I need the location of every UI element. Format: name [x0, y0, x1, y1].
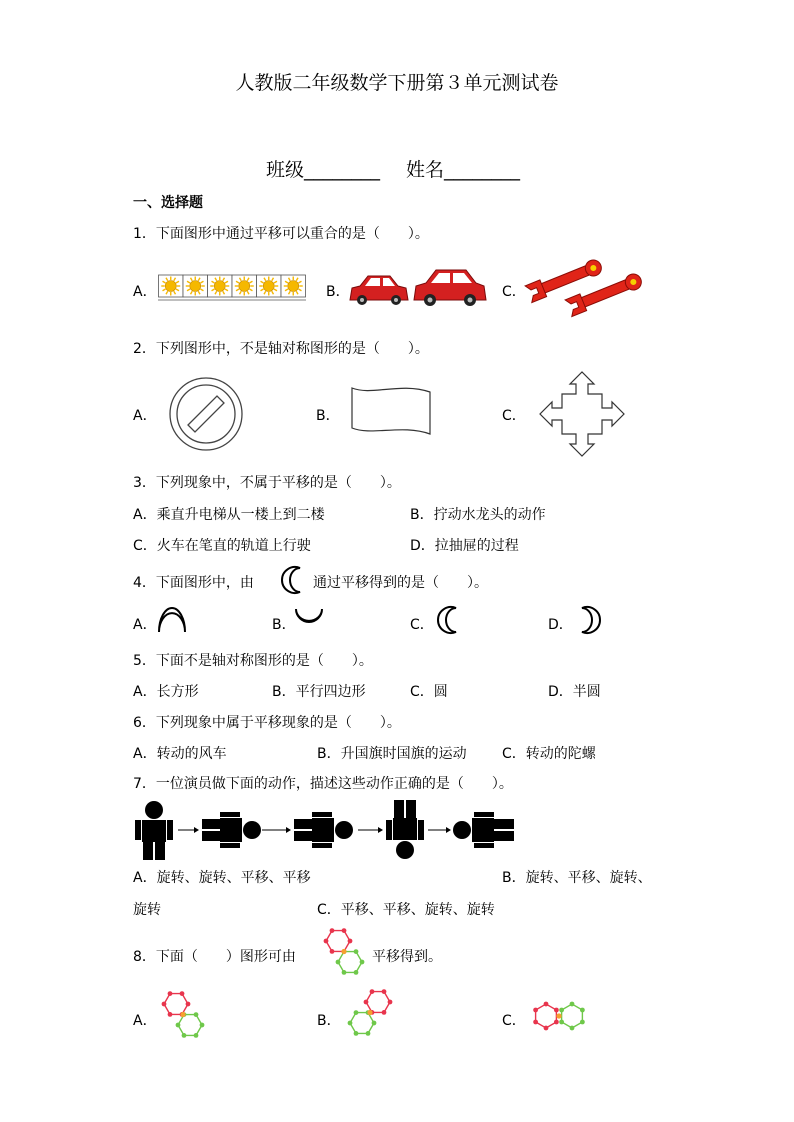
q5-option-d[interactable]: D．半圆 — [548, 684, 601, 700]
hexagon-icon — [533, 1002, 559, 1031]
q2-option-a[interactable]: A． — [133, 408, 157, 424]
q8-option-c[interactable]: C． — [502, 1013, 526, 1029]
hexagon-icon — [559, 1002, 585, 1031]
class-field[interactable]: 班级________ — [266, 159, 381, 181]
q3-option-d[interactable]: D．拉抽屉的过程 — [410, 538, 519, 554]
q4-option-d[interactable]: D． — [548, 617, 573, 633]
question-4-part2: 通过平移得到的是（ ）。 — [313, 575, 488, 591]
hexagon-icon — [324, 928, 353, 954]
sun-icon — [159, 275, 184, 297]
arrow-icon — [178, 827, 199, 833]
flag-shape-figure — [350, 384, 432, 438]
hexagon-icon — [162, 991, 191, 1017]
question-4-part1: 4．下面图形中，由 — [133, 575, 254, 591]
question-2: 2．下列图形中，不是轴对称图形的是（ ）。 — [133, 341, 429, 357]
sun-icon — [257, 275, 282, 297]
sun-icon — [281, 275, 306, 297]
hexagon-pair-option-a — [158, 988, 210, 1046]
q7-option-c[interactable]: C．平移、平移、旋转、旋转 — [317, 902, 495, 918]
q8-option-a[interactable]: A． — [133, 1013, 157, 1029]
page-title: 人教版二年级数学下册第３单元测试卷 — [235, 72, 559, 94]
question-5: 5．下面不是轴对称图形的是（ ）。 — [133, 653, 373, 669]
question-3: 3．下列现象中，不属于平移的是（ ）。 — [133, 475, 401, 491]
q8-option-b[interactable]: B． — [317, 1013, 341, 1029]
arch-up-icon — [156, 606, 188, 634]
sun-strip-figure — [158, 274, 308, 302]
q7-option-b[interactable]: B．旋转、平移、旋转、 — [502, 870, 652, 886]
q4-option-a[interactable]: A． — [133, 617, 157, 633]
sun-icon — [232, 275, 257, 297]
crescent-down-icon — [294, 606, 324, 634]
crescent-left-icon — [432, 606, 460, 634]
question-7: 7．一位演员做下面的动作，描述这些动作正确的是（ ）。 — [133, 776, 513, 792]
section-title: 一、选择题 — [133, 195, 203, 211]
q7-option-a[interactable]: A．旋转、旋转、平移、平移 — [133, 870, 311, 886]
wrenches-figure — [528, 262, 644, 312]
q7-option-b-continued: 旋转 — [133, 902, 161, 918]
q6-option-a[interactable]: A．转动的风车 — [133, 746, 227, 762]
performer-poses-figure — [134, 800, 524, 864]
hexagon-pair-option-b — [344, 986, 398, 1044]
crescent-left-icon — [276, 566, 304, 594]
q3-option-c[interactable]: C．火车在笔直的轨道上行驶 — [133, 538, 311, 554]
arrow-icon — [428, 827, 451, 833]
hexagon-icon — [176, 1012, 205, 1038]
sun-icon — [183, 275, 208, 297]
sun-icon — [208, 275, 233, 297]
arrow-icon — [262, 827, 291, 833]
q6-option-c[interactable]: C．转动的陀螺 — [502, 746, 596, 762]
question-1: 1．下面图形中通过平移可以重合的是（ ）。 — [133, 226, 429, 242]
question-8-part2: 平移得到。 — [372, 949, 442, 965]
lying-figure-icon — [294, 812, 353, 848]
question-6: 6．下列现象中属于平移现象的是（ ）。 — [133, 715, 401, 731]
crescent-right-icon — [578, 606, 606, 634]
hexagon-pair-figure — [320, 926, 368, 982]
name-field[interactable]: 姓名________ — [406, 159, 521, 181]
q4-option-b[interactable]: B． — [272, 617, 296, 633]
lying-figure-icon — [202, 812, 261, 848]
hexagon-pair-option-c — [530, 998, 592, 1034]
q1-option-b[interactable]: B． — [326, 284, 350, 300]
large-car-icon — [414, 270, 486, 306]
arrow-icon — [358, 827, 383, 833]
q6-option-b[interactable]: B．升国旗时国旗的运动 — [317, 746, 467, 762]
lying-figure-icon — [453, 812, 514, 848]
four-arrows-figure — [538, 370, 626, 458]
q3-option-b[interactable]: B．拧动水龙头的动作 — [410, 507, 546, 523]
q5-option-c[interactable]: C．圆 — [410, 684, 448, 700]
cars-figure — [346, 266, 488, 308]
small-car-icon — [350, 276, 408, 305]
q5-option-a[interactable]: A．长方形 — [133, 684, 199, 700]
q1-option-a[interactable]: A． — [133, 284, 157, 300]
standing-figure-icon — [135, 801, 173, 860]
q1-option-c[interactable]: C． — [502, 284, 526, 300]
q2-option-c[interactable]: C． — [502, 408, 526, 424]
inverted-figure-icon — [386, 800, 424, 859]
q4-option-c[interactable]: C． — [410, 617, 434, 633]
q3-option-a[interactable]: A．乘直升电梯从一楼上到二楼 — [133, 507, 325, 523]
hexagon-icon — [336, 949, 365, 975]
question-8-part1: 8．下面（ ）图形可由 — [133, 949, 296, 965]
no-entry-sign-icon — [168, 376, 244, 452]
q5-option-b[interactable]: B．平行四边形 — [272, 684, 366, 700]
q2-option-b[interactable]: B． — [316, 408, 340, 424]
